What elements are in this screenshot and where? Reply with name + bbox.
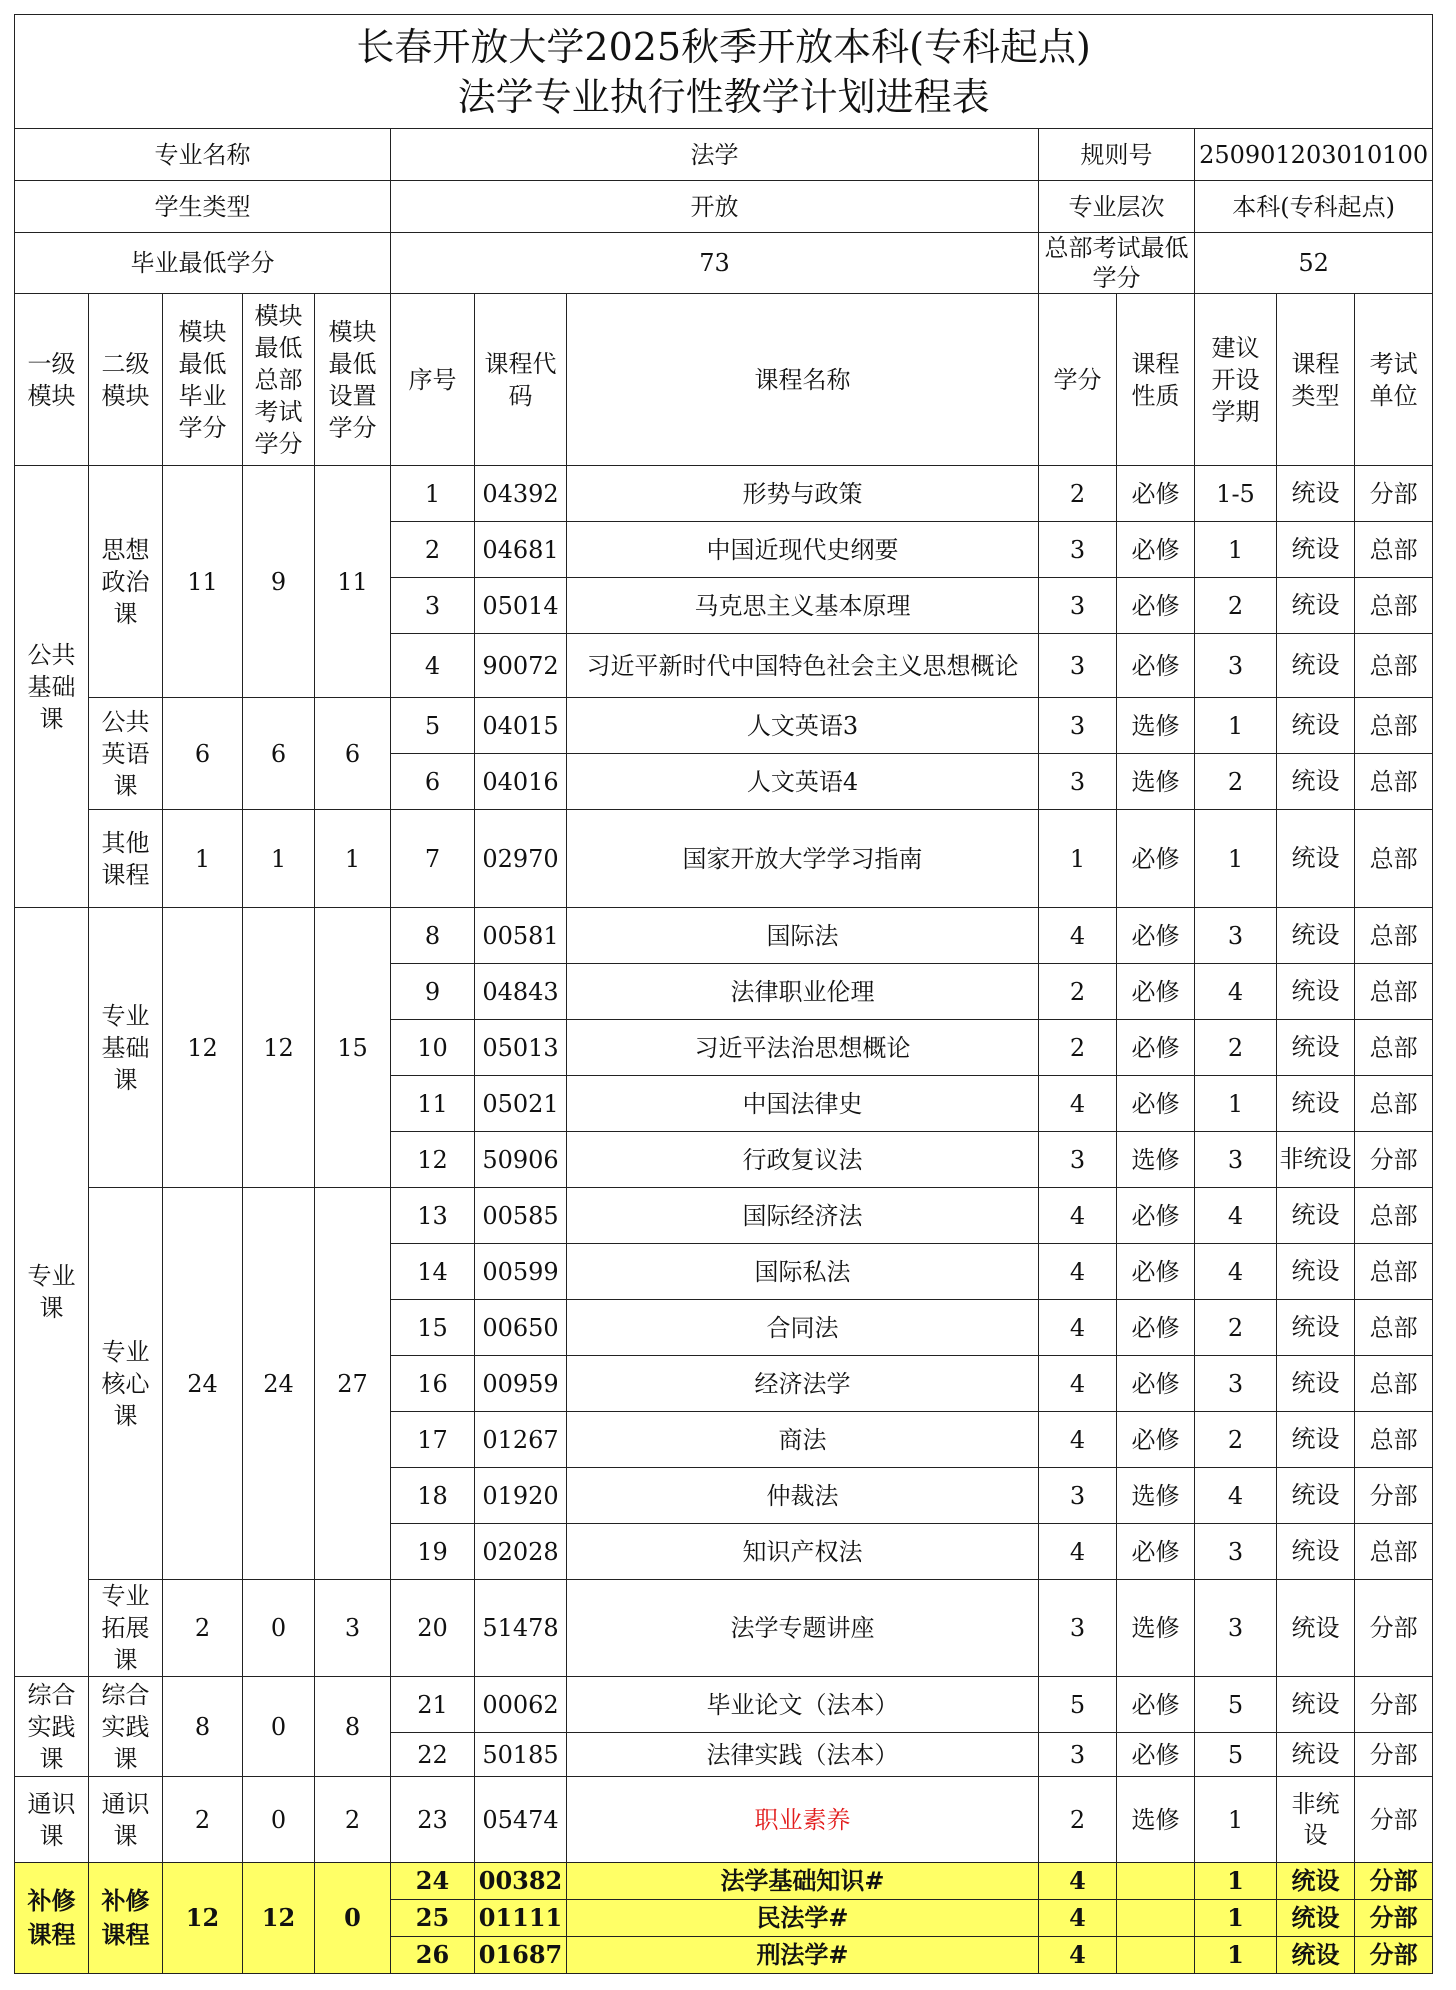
course-seq: 5 — [391, 698, 475, 754]
exam-unit: 总部 — [1355, 1524, 1433, 1580]
course-name: 刑法学# — [567, 1937, 1039, 1974]
header-level1: 一级 模块 — [15, 294, 89, 466]
course-name: 法学基础知识# — [567, 1863, 1039, 1900]
course-credit: 3 — [1039, 1132, 1117, 1188]
course-term: 4 — [1195, 1188, 1277, 1244]
course-seq: 14 — [391, 1244, 475, 1300]
course-nature: 必修 — [1117, 466, 1195, 522]
major-level-label: 专业层次 — [1039, 181, 1195, 233]
course-type: 统设 — [1277, 754, 1355, 810]
course-credit: 3 — [1039, 1580, 1117, 1677]
course-credit: 4 — [1039, 908, 1117, 964]
course-seq: 16 — [391, 1356, 475, 1412]
course-code: 05474 — [475, 1777, 567, 1863]
course-term: 1 — [1195, 1777, 1277, 1863]
level1-module-practice: 综合 实践 课 — [15, 1677, 89, 1777]
course-credit: 2 — [1039, 466, 1117, 522]
course-term: 2 — [1195, 1020, 1277, 1076]
module-min-grad-credit: 12 — [163, 908, 243, 1188]
course-row — [15, 1677, 1433, 1733]
course-code: 00959 — [475, 1356, 567, 1412]
module-min-grad-credit: 2 — [163, 1580, 243, 1677]
module-min-hq-credit: 1 — [243, 810, 315, 908]
course-credit: 1 — [1039, 810, 1117, 908]
course-name: 毕业论文（法本） — [567, 1677, 1039, 1733]
major-name-label: 专业名称 — [15, 129, 391, 181]
header-unit: 考试 单位 — [1355, 294, 1433, 466]
level1-module-major: 专业课 — [15, 908, 89, 1677]
course-term: 1 — [1195, 1863, 1277, 1900]
min-credit-label: 毕业最低学分 — [15, 233, 391, 294]
module-min-grad-credit: 11 — [163, 466, 243, 698]
course-credit: 3 — [1039, 754, 1117, 810]
course-name: 人文英语4 — [567, 754, 1039, 810]
course-credit: 3 — [1039, 522, 1117, 578]
course-name: 法律实践（法本） — [567, 1733, 1039, 1777]
course-nature: 必修 — [1117, 1188, 1195, 1244]
course-nature: 必修 — [1117, 578, 1195, 634]
course-type: 统设 — [1277, 698, 1355, 754]
course-credit: 3 — [1039, 634, 1117, 698]
course-name: 国际经济法 — [567, 1188, 1039, 1244]
course-type: 统设 — [1277, 1412, 1355, 1468]
module-min-set-credit: 3 — [315, 1580, 391, 1677]
course-seq: 1 — [391, 466, 475, 522]
course-seq: 3 — [391, 578, 475, 634]
course-term: 5 — [1195, 1733, 1277, 1777]
course-credit: 4 — [1039, 1244, 1117, 1300]
course-nature: 选修 — [1117, 1132, 1195, 1188]
exam-unit: 总部 — [1355, 1188, 1433, 1244]
module-min-set-credit: 11 — [315, 466, 391, 698]
level1-module-public: 公共 基础 课 — [15, 466, 89, 908]
course-code: 50185 — [475, 1733, 567, 1777]
header-level2: 二级 模块 — [89, 294, 163, 466]
course-type: 统设 — [1277, 1244, 1355, 1300]
module-min-grad-credit: 24 — [163, 1188, 243, 1580]
course-code: 04681 — [475, 522, 567, 578]
course-seq: 21 — [391, 1677, 475, 1733]
course-code: 00585 — [475, 1188, 567, 1244]
course-code: 01111 — [475, 1900, 567, 1937]
course-credit: 4 — [1039, 1412, 1117, 1468]
course-nature: 必修 — [1117, 1076, 1195, 1132]
exam-unit: 分部 — [1355, 1733, 1433, 1777]
course-seq: 6 — [391, 754, 475, 810]
course-nature: 必修 — [1117, 1677, 1195, 1733]
hq-min-credit-value: 52 — [1195, 233, 1433, 294]
course-type: 统设 — [1277, 1356, 1355, 1412]
course-name: 中国近现代史纲要 — [567, 522, 1039, 578]
level2-module-practice: 综合 实践 课 — [89, 1677, 163, 1777]
course-term: 2 — [1195, 1300, 1277, 1356]
header-nature: 课程 性质 — [1117, 294, 1195, 466]
course-code: 00062 — [475, 1677, 567, 1733]
course-nature: 必修 — [1117, 810, 1195, 908]
course-type: 统设 — [1277, 1733, 1355, 1777]
level1-module-remedial: 补修 课程 — [15, 1863, 89, 1974]
course-term: 1 — [1195, 522, 1277, 578]
module-min-set-credit: 15 — [315, 908, 391, 1188]
course-code: 00650 — [475, 1300, 567, 1356]
course-seq: 9 — [391, 964, 475, 1020]
course-credit: 3 — [1039, 1468, 1117, 1524]
course-type: 统设 — [1277, 1677, 1355, 1733]
course-credit: 3 — [1039, 578, 1117, 634]
course-type: 统设 — [1277, 1300, 1355, 1356]
course-seq: 8 — [391, 908, 475, 964]
course-term: 1 — [1195, 1900, 1277, 1937]
course-term: 3 — [1195, 1132, 1277, 1188]
course-code: 05014 — [475, 578, 567, 634]
course-term: 3 — [1195, 908, 1277, 964]
header-seq: 序号 — [391, 294, 475, 466]
module-min-hq-credit: 0 — [243, 1777, 315, 1863]
course-name: 仲裁法 — [567, 1468, 1039, 1524]
course-code: 04015 — [475, 698, 567, 754]
major-level-value: 本科(专科起点) — [1195, 181, 1433, 233]
course-term: 1 — [1195, 810, 1277, 908]
course-name: 经济法学 — [567, 1356, 1039, 1412]
course-nature: 必修 — [1117, 634, 1195, 698]
course-seq: 4 — [391, 634, 475, 698]
course-type: 统设 — [1277, 522, 1355, 578]
column-header-row — [15, 294, 1433, 466]
course-name: 国际法 — [567, 908, 1039, 964]
course-seq: 23 — [391, 1777, 475, 1863]
course-credit: 4 — [1039, 1188, 1117, 1244]
course-type: 非统设 — [1277, 1132, 1355, 1188]
course-type: 统设 — [1277, 1076, 1355, 1132]
course-name: 人文英语3 — [567, 698, 1039, 754]
module-min-set-credit: 2 — [315, 1777, 391, 1863]
module-min-hq-credit: 24 — [243, 1188, 315, 1580]
module-min-hq-credit: 12 — [243, 1863, 315, 1974]
title-line-2: 法学专业执行性教学计划进程表 — [457, 74, 990, 119]
course-nature — [1117, 1900, 1195, 1937]
course-nature: 选修 — [1117, 1580, 1195, 1677]
module-min-hq-credit: 9 — [243, 466, 315, 698]
course-term: 4 — [1195, 1468, 1277, 1524]
header-term: 建议 开设 学期 — [1195, 294, 1277, 466]
header-mod-min-hq: 模块 最低 总部 考试 学分 — [243, 294, 315, 466]
course-name: 习近平新时代中国特色社会主义思想概论 — [567, 634, 1039, 698]
module-min-set-credit: 1 — [315, 810, 391, 908]
major-name-value: 法学 — [391, 129, 1039, 181]
title-line-1: 长春开放大学2025秋季开放本科(专科起点) — [356, 24, 1091, 69]
module-min-set-credit: 0 — [315, 1863, 391, 1974]
course-code: 04016 — [475, 754, 567, 810]
exam-unit: 分部 — [1355, 1580, 1433, 1677]
module-min-grad-credit: 2 — [163, 1777, 243, 1863]
course-code: 00382 — [475, 1863, 567, 1900]
course-credit: 4 — [1039, 1900, 1117, 1937]
course-nature: 必修 — [1117, 1733, 1195, 1777]
course-seq: 7 — [391, 810, 475, 908]
module-min-hq-credit: 0 — [243, 1677, 315, 1777]
course-type: 统设 — [1277, 1580, 1355, 1677]
course-name: 形势与政策 — [567, 466, 1039, 522]
course-seq: 17 — [391, 1412, 475, 1468]
exam-unit: 总部 — [1355, 634, 1433, 698]
course-name: 国际私法 — [567, 1244, 1039, 1300]
course-code: 01687 — [475, 1937, 567, 1974]
course-code: 01267 — [475, 1412, 567, 1468]
course-term: 3 — [1195, 634, 1277, 698]
course-code: 05021 — [475, 1076, 567, 1132]
course-seq: 26 — [391, 1937, 475, 1974]
course-nature: 必修 — [1117, 964, 1195, 1020]
exam-unit: 总部 — [1355, 908, 1433, 964]
exam-unit: 总部 — [1355, 1244, 1433, 1300]
course-seq: 18 — [391, 1468, 475, 1524]
course-credit: 3 — [1039, 1733, 1117, 1777]
exam-unit: 总部 — [1355, 522, 1433, 578]
hq-min-credit-label: 总部考试最低学分 — [1039, 233, 1195, 294]
course-term: 2 — [1195, 578, 1277, 634]
course-seq: 22 — [391, 1733, 475, 1777]
course-type: 统设 — [1277, 1900, 1355, 1937]
module-min-hq-credit: 12 — [243, 908, 315, 1188]
course-term: 2 — [1195, 754, 1277, 810]
course-code: 90072 — [475, 634, 567, 698]
course-seq: 12 — [391, 1132, 475, 1188]
course-credit: 4 — [1039, 1863, 1117, 1900]
exam-unit: 分部 — [1355, 1132, 1433, 1188]
course-term: 3 — [1195, 1356, 1277, 1412]
header-mod-min-grad: 模块 最低 毕业 学分 — [163, 294, 243, 466]
course-name: 法律职业伦理 — [567, 964, 1039, 1020]
course-credit: 4 — [1039, 1524, 1117, 1580]
course-credit: 2 — [1039, 964, 1117, 1020]
course-name: 法学专题讲座 — [567, 1580, 1039, 1677]
course-seq: 10 — [391, 1020, 475, 1076]
course-seq: 20 — [391, 1580, 475, 1677]
course-term: 2 — [1195, 1412, 1277, 1468]
course-nature: 选修 — [1117, 754, 1195, 810]
course-code: 04843 — [475, 964, 567, 1020]
course-code: 00599 — [475, 1244, 567, 1300]
exam-unit: 分部 — [1355, 1863, 1433, 1900]
min-credit-value: 73 — [391, 233, 1039, 294]
course-nature: 必修 — [1117, 1020, 1195, 1076]
course-term: 3 — [1195, 1580, 1277, 1677]
course-credit: 4 — [1039, 1937, 1117, 1974]
course-name: 民法学# — [567, 1900, 1039, 1937]
course-code: 01920 — [475, 1468, 567, 1524]
course-name: 国家开放大学学习指南 — [567, 810, 1039, 908]
course-row — [15, 1863, 1433, 1900]
module-min-set-credit: 6 — [315, 698, 391, 810]
course-credit: 3 — [1039, 698, 1117, 754]
course-name: 商法 — [567, 1412, 1039, 1468]
exam-unit: 分部 — [1355, 1937, 1433, 1974]
course-row — [15, 810, 1433, 908]
course-row — [15, 1188, 1433, 1244]
course-credit: 5 — [1039, 1677, 1117, 1733]
course-type: 统设 — [1277, 1863, 1355, 1900]
header-credit: 学分 — [1039, 294, 1117, 466]
course-nature — [1117, 1937, 1195, 1974]
course-row — [15, 698, 1433, 754]
course-row — [15, 1777, 1433, 1863]
course-code: 02028 — [475, 1524, 567, 1580]
course-term: 4 — [1195, 964, 1277, 1020]
course-type: 统设 — [1277, 578, 1355, 634]
exam-unit: 分部 — [1355, 1677, 1433, 1733]
level1-module-general: 通识 课 — [15, 1777, 89, 1863]
course-nature — [1117, 1863, 1195, 1900]
level2-module-core: 专业 核心 课 — [89, 1188, 163, 1580]
course-code: 51478 — [475, 1580, 567, 1677]
course-row — [15, 1580, 1433, 1677]
course-nature: 必修 — [1117, 522, 1195, 578]
course-nature: 必修 — [1117, 908, 1195, 964]
course-seq: 13 — [391, 1188, 475, 1244]
course-type: 统设 — [1277, 634, 1355, 698]
course-term: 3 — [1195, 1524, 1277, 1580]
course-credit: 4 — [1039, 1076, 1117, 1132]
course-seq: 15 — [391, 1300, 475, 1356]
header-code: 课程代 码 — [475, 294, 567, 466]
course-name: 职业素养 — [567, 1777, 1039, 1863]
exam-unit: 总部 — [1355, 964, 1433, 1020]
course-nature: 必修 — [1117, 1300, 1195, 1356]
header-mod-min-set: 模块 最低 设置 学分 — [315, 294, 391, 466]
module-min-grad-credit: 12 — [163, 1863, 243, 1974]
course-term: 1 — [1195, 698, 1277, 754]
course-name: 马克思主义基本原理 — [567, 578, 1039, 634]
exam-unit: 分部 — [1355, 1900, 1433, 1937]
course-code: 00581 — [475, 908, 567, 964]
course-type: 非统 设 — [1277, 1777, 1355, 1863]
course-nature: 必修 — [1117, 1412, 1195, 1468]
exam-unit: 总部 — [1355, 1356, 1433, 1412]
course-term: 1 — [1195, 1076, 1277, 1132]
course-code: 50906 — [475, 1132, 567, 1188]
course-name: 知识产权法 — [567, 1524, 1039, 1580]
course-nature: 选修 — [1117, 1777, 1195, 1863]
course-code: 02970 — [475, 810, 567, 908]
course-row — [15, 908, 1433, 964]
level2-module-foundation: 专业 基础 课 — [89, 908, 163, 1188]
module-min-grad-credit: 8 — [163, 1677, 243, 1777]
course-type: 统设 — [1277, 908, 1355, 964]
course-code: 04392 — [475, 466, 567, 522]
course-type: 统设 — [1277, 1524, 1355, 1580]
course-term: 1-5 — [1195, 466, 1277, 522]
course-type: 统设 — [1277, 1188, 1355, 1244]
course-type: 统设 — [1277, 466, 1355, 522]
course-term: 4 — [1195, 1244, 1277, 1300]
course-seq: 19 — [391, 1524, 475, 1580]
course-name: 行政复议法 — [567, 1132, 1039, 1188]
module-min-hq-credit: 0 — [243, 1580, 315, 1677]
module-min-set-credit: 27 — [315, 1188, 391, 1580]
teaching-plan-table — [14, 14, 1433, 1974]
course-type: 统设 — [1277, 810, 1355, 908]
course-nature: 选修 — [1117, 698, 1195, 754]
student-type-label: 学生类型 — [15, 181, 391, 233]
course-nature: 必修 — [1117, 1524, 1195, 1580]
course-type: 统设 — [1277, 1937, 1355, 1974]
level2-module-english: 公共 英语 课 — [89, 698, 163, 810]
page-title — [15, 15, 1433, 129]
course-type: 统设 — [1277, 964, 1355, 1020]
course-seq: 25 — [391, 1900, 475, 1937]
rule-number-value: 250901203010100 — [1195, 129, 1433, 181]
course-seq: 24 — [391, 1863, 475, 1900]
level2-module-politics: 思想 政治 课 — [89, 466, 163, 698]
student-type-value: 开放 — [391, 181, 1039, 233]
course-type: 统设 — [1277, 1020, 1355, 1076]
exam-unit: 分部 — [1355, 466, 1433, 522]
course-nature: 选修 — [1117, 1468, 1195, 1524]
level2-module-other: 其他 课程 — [89, 810, 163, 908]
level2-module-extension: 专业 拓展 课 — [89, 1580, 163, 1677]
exam-unit: 分部 — [1355, 1468, 1433, 1524]
level2-module-general: 通识 课 — [89, 1777, 163, 1863]
course-credit: 2 — [1039, 1020, 1117, 1076]
exam-unit: 总部 — [1355, 1300, 1433, 1356]
course-name: 合同法 — [567, 1300, 1039, 1356]
course-nature: 必修 — [1117, 1244, 1195, 1300]
course-nature: 必修 — [1117, 1356, 1195, 1412]
course-code: 05013 — [475, 1020, 567, 1076]
course-credit: 4 — [1039, 1356, 1117, 1412]
exam-unit: 总部 — [1355, 1076, 1433, 1132]
course-credit: 4 — [1039, 1300, 1117, 1356]
course-row — [15, 466, 1433, 522]
exam-unit: 总部 — [1355, 754, 1433, 810]
exam-unit: 总部 — [1355, 810, 1433, 908]
exam-unit: 总部 — [1355, 698, 1433, 754]
course-term: 1 — [1195, 1937, 1277, 1974]
module-min-grad-credit: 6 — [163, 698, 243, 810]
module-min-hq-credit: 6 — [243, 698, 315, 810]
course-seq: 11 — [391, 1076, 475, 1132]
course-name: 中国法律史 — [567, 1076, 1039, 1132]
rule-number-label: 规则号 — [1039, 129, 1195, 181]
header-type: 课程 类型 — [1277, 294, 1355, 466]
course-term: 5 — [1195, 1677, 1277, 1733]
exam-unit: 分部 — [1355, 1777, 1433, 1863]
course-type: 统设 — [1277, 1468, 1355, 1524]
level2-module-remedial: 补修 课程 — [89, 1863, 163, 1974]
course-seq: 2 — [391, 522, 475, 578]
module-min-grad-credit: 1 — [163, 810, 243, 908]
course-credit: 2 — [1039, 1777, 1117, 1863]
header-name: 课程名称 — [567, 294, 1039, 466]
exam-unit: 总部 — [1355, 1412, 1433, 1468]
module-min-set-credit: 8 — [315, 1677, 391, 1777]
exam-unit: 总部 — [1355, 578, 1433, 634]
course-name: 习近平法治思想概论 — [567, 1020, 1039, 1076]
exam-unit: 总部 — [1355, 1020, 1433, 1076]
